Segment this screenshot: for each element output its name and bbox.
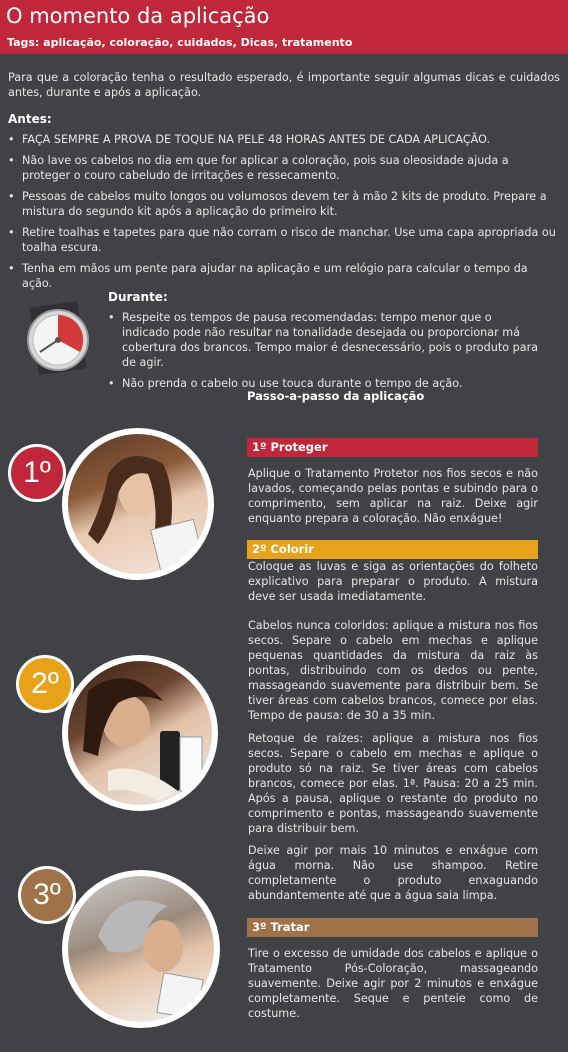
list-item: • Pessoas de cabelos muito longos ou volumosos devem ter à mão 2 kits de produto. Prepare a mistura do segundo kit após a aplicação do primeiro kit.	[8, 189, 560, 219]
step2-text-4: Deixe agir por mais 10 minutos e enxágue com água morna. Não use shampoo. Retire completamente o produto enxaguando abundantemente até que a água saia limpa.	[248, 844, 538, 902]
step3-text: Tire o excesso de umidade dos cabelos e aplique o Tratamento Pós-Coloração, massageando suavemente. Deixe agir por 2 minutos e enxágue completamente. Seque e penteie como de costume.	[248, 947, 538, 1020]
intro-paragraph: Para que a coloração tenha o resultado esperado, é importante seguir algumas dicas e cuidados antes, durante e após a aplicação.	[8, 71, 560, 99]
list-item: • FAÇA SEMPRE A PROVA DE TOQUE NA PELE 48 HORAS ANTES DE CADA APLICAÇÃO.	[8, 132, 560, 147]
step2-text-3: Retoque de raízes: aplique a mistura nos fios secos. Separe o cabelo em mechas e aplique o produto só na raiz. Se tiver áreas com cabelos brancos, comece por elas. 1ª. Pausa: 20 a 25 min. Após a pausa, aplique o restante do produto no comprimento e pontas, massageando suavemente para distribuir bem.	[248, 732, 538, 835]
page-title: O momento da aplicação	[6, 4, 270, 28]
step3-photo	[62, 870, 220, 1028]
passo-title: Passo-a-passo da aplicação	[247, 389, 425, 403]
list-item: • Respeite os tempos de pausa recomendadas: tempo menor que o indicado pode não resultar na tonalidade desejada ou proporcionar má cobertura dos brancos. Tempo maior é desnecessário, pois o produto para de agir.	[108, 310, 540, 370]
stopwatch-icon	[20, 300, 96, 376]
list-item: • Tenha em mãos um pente para ajudar na aplicação e um relógio para calcular o tempo da ação.	[8, 261, 560, 291]
step2-bar: 2º Colorir	[247, 540, 538, 559]
antes-heading: Antes:	[8, 112, 52, 126]
step2-photo	[62, 655, 218, 811]
step3-badge: 3º	[18, 866, 76, 924]
step2-text-1: Coloque as luvas e siga as orientações do folheto explicativo para preparar o produto. A mistura deve ser usada imediatamente.	[248, 560, 538, 603]
list-item: • Retire toalhas e tapetes para que não corram o risco de manchar. Use uma capa apropriada ou toalha escura.	[8, 225, 560, 255]
step1-text: Aplique o Tratamento Protetor nos fios secos e não lavados, começando pelas pontas e subindo para o comprimento, sem aplicar na raiz. Deixe agir enquanto prepara a coloração. Não enxágue!	[248, 467, 538, 525]
article-header	[0, 0, 568, 54]
step3-bar: 3º Tratar	[247, 918, 538, 937]
list-item: • Não lave os cabelos no dia em que for aplicar a coloração, pois sua oleosidade ajuda a proteger o couro cabeludo de irritações e ressecamento.	[8, 153, 560, 183]
tags-line[interactable]: Tags: aplicação, coloração, cuidados, Dicas, tratamento	[7, 36, 353, 49]
list-item: • Não prenda o cabelo ou use touca durante o tempo de ação.	[108, 376, 540, 391]
step2-badge: 2º	[16, 655, 74, 713]
step1-photo	[62, 428, 214, 580]
durante-heading: Durante:	[108, 290, 168, 304]
step1-bar: 1º Proteger	[247, 438, 538, 457]
step2-text-2: Cabelos nunca coloridos: aplique a mistura nos fios secos. Separe o cabelo em mechas e aplique pequenas quantidades da mistura da raiz às pontas, distribuindo com os dedos ou pente, massageando suavemente para distribuir bem. Se tiver áreas com cabelos brancos, comece por elas. Tempo de pausa: de 30 a 35 min.	[248, 619, 538, 722]
step1-badge: 1º	[8, 444, 66, 502]
antes-list	[8, 132, 560, 291]
durante-list	[108, 310, 540, 391]
